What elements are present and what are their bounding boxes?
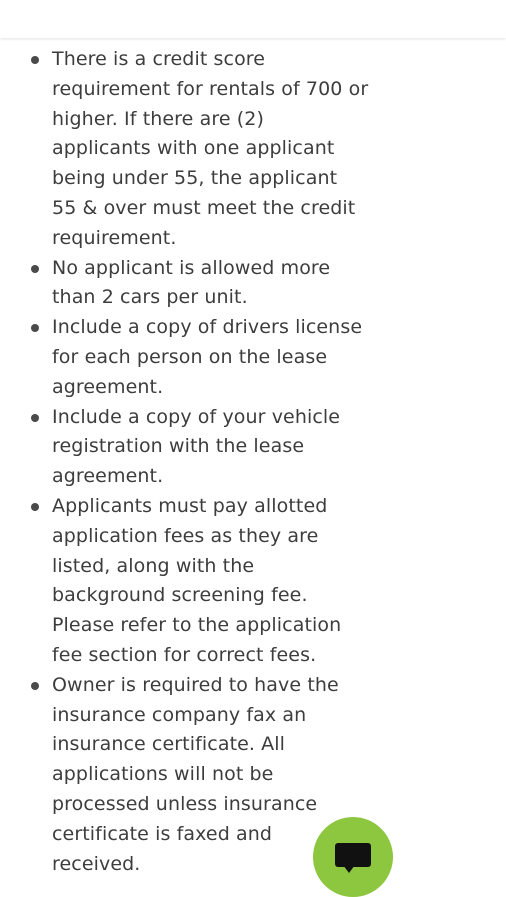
list-item-line: being under 55, the applicant [52,167,338,190]
list-item-line: requirement. [52,226,177,249]
list-item-line: requirement for rentals of 700 or [52,77,369,100]
list-item [0,403,506,492]
list-item-line: processed unless insurance [52,792,318,815]
requirements-list [0,45,506,873]
list-item-line: for each person on the lease [52,345,328,368]
list-item-line: than 2 cars per unit. [52,286,248,309]
list-item-line: 55 & over must meet the credit [52,196,356,219]
top-header-bar [0,0,506,38]
list-item-line: background screening fee. [52,584,308,607]
list-item-line: There is a credit score [52,48,266,70]
list-item-line: Include a copy of drivers license [52,316,363,339]
list-item [0,45,506,254]
list-item-line: higher. If there are (2) [52,107,264,130]
list-item-line: Owner is required to have the [52,673,339,696]
list-item [0,671,506,873]
list-item-line: fee section for correct fees. [52,643,317,666]
list-item-line: Please refer to the application [52,614,342,637]
bullet-icon [31,503,39,511]
list-item-line: registration with the lease [52,435,305,458]
bullet-icon [31,324,39,332]
list-item-line: application fees as they are [52,524,319,547]
list-item-line: Include a copy of your vehicle [52,405,341,428]
list-item-line: received. [52,852,141,873]
list-item-line: applications will not be [52,763,274,786]
list-item-line: agreement. [52,375,164,398]
chat-button[interactable] [313,817,393,897]
bullet-icon [31,56,39,64]
chat-bubble-icon [335,843,371,867]
list-item-line: insurance company fax an [52,703,307,726]
list-item-line: Applicants must pay allotted [52,494,328,517]
list-item-line: applicants with one applicant [52,137,335,160]
list-item [0,254,506,314]
list-item-line: No applicant is allowed more [52,256,331,279]
list-item-line: agreement. [52,465,164,488]
list-item [0,492,506,671]
bullet-icon [31,265,39,273]
list-item [0,313,506,402]
list-item-line: listed, along with the [52,554,255,577]
bullet-icon [31,414,39,422]
bullet-icon [31,682,39,690]
list-item-line: certificate is faxed and [52,822,273,845]
list-item-line: insurance certificate. All [52,733,286,756]
